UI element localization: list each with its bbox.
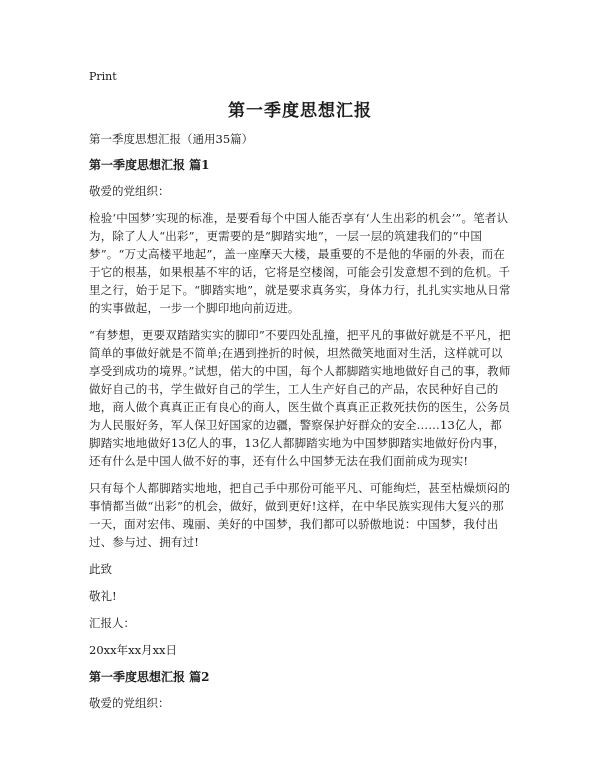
document-body xyxy=(89,130,513,721)
closing-line-2: 敬礼! xyxy=(89,589,117,603)
paragraph-2: “有梦想，更要双踏踏实实的脚印”不要四处乱撞，把平凡的事做好就是不平凡，把简单的事做好就是不简单;在遇到挫折的时候，坦然微笑地面对生活，这样就可以享受到成功的境界。”试想，偌大的中国，每个人都脚踏实地地做好自己的事，教师做好自己的书，学生做好自己的学生，工人生产好自己的产品，农民种好自己的地，商人做个真真正正有良心的商人，医生做个真真正正救死扶伤的医生，公务员为人民服好务，军人保卫好国家的边疆，警察保护好群众的安全……13亿人，都脚踏实地地做好13亿人的事，13亿人都脚踏实地为中国梦脚踏实地做好份内事，还有什么是中国人做不好的事，还有什么中国梦无法在我们面前成为现实! xyxy=(89,328,511,468)
paragraph-1: 检验‘中国梦’实现的标准，是要看每个中国人能否享有‘人生出彩的机会’”。笔者认为，除了人人“出彩”，更需要的是“脚踏实地”，一层一层的筑建我们的“中国梦”。“万丈高楼平地起”，盖一座摩天大楼，最重要的不是他的华丽的外表，而在于它的根基，如果根基不牢的话，它将是空楼阁，可能会引发意想不到的危机。千里之行，始于足下。“脚踏实地”，就是要求真务实，身体力行，扎扎实实地从日常的实事做起，一步一个脚印地向前迈进。 xyxy=(89,211,511,315)
salutation-2: 敬爱的党组织： xyxy=(89,696,170,710)
document-title: 第一季度思想汇报 xyxy=(228,101,372,121)
paragraph-3: 只有每个人都脚踏实地地，把自己手中那份可能平凡、可能绚烂，甚至枯燥烦闷的事情都当做“出彩”的机会，做好，做到更好!这样，在中华民族实现伟大复兴的那一天，面对宏伟、瑰丽、美好的中国梦，我们都可以骄傲地说：中国梦，我付出过、参与过、拥有过! xyxy=(89,481,511,549)
salutation-1: 敬爱的党组织： xyxy=(89,184,170,198)
report-date: 20xx年xx月xx日 xyxy=(89,643,178,657)
document-subtitle: 第一季度思想汇报（通用35篇） xyxy=(89,132,254,146)
print-label: Print xyxy=(89,70,117,83)
section-heading-1: 第一季度思想汇报 篇1 xyxy=(89,158,210,172)
closing-line-1: 此致 xyxy=(89,562,112,576)
reporter-label: 汇报人： xyxy=(89,616,135,630)
section-heading-2: 第一季度思想汇报 篇2 xyxy=(89,670,210,684)
